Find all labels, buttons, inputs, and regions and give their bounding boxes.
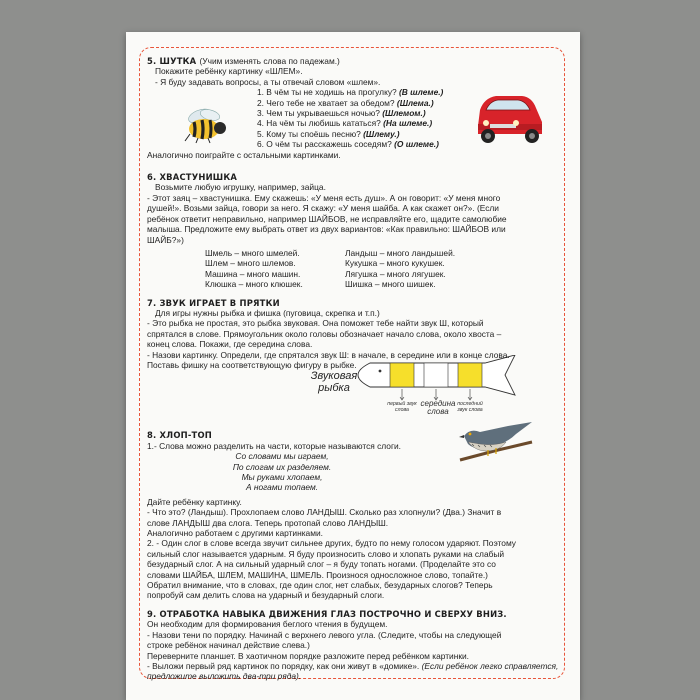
s5-intro-1: Покажите ребёнку картинку «ШЛЕМ». [155, 66, 303, 77]
fish-caption: Звуковая рыбка [310, 370, 358, 394]
s5-intro-2: - Я буду задавать вопросы, а ты отвечай словом «шлем». [155, 76, 381, 87]
s8-line: - Что это? (Ландыш). Прохлопаем слово ЛАНДЫШ. Сколько раз хлопнули? (Два.) Значит в [147, 507, 502, 518]
s6-line: - Этот заяц – хвастунишка. Ему скажешь: «У меня есть душ». А он говорит: «У меня много [147, 192, 501, 203]
section-8-title: 8. ХЛОП-ТОП [147, 430, 212, 441]
s8-line: Дайте ребёнку картинку. [147, 496, 242, 507]
section-7-title: 7. ЗВУК ИГРАЕТ В ПРЯТКИ [147, 297, 280, 308]
s6-pair: Шишка – много шишек. [345, 279, 436, 290]
s8-line: слове ЛАНДЫШ два слога. Теперь протопай слово ЛАНДЫШ. [147, 517, 389, 528]
s9-line: Он необходим для формирования беглого чтения в будущем. [147, 619, 388, 630]
s8-line-1: 1.- Слова можно разделить на части, которые называются слоги. [147, 440, 402, 451]
fish-label-middle: середина слова [420, 399, 456, 417]
s8-line: Аналогично работаем с другими картинками. [147, 528, 323, 539]
s5-question: 5. Кому ты споёшь песню? (Шлему.) [257, 128, 400, 139]
s5-question: 1. В чём ты не ходишь на прогулку? (В шлеме.) [257, 87, 444, 98]
s8-line: 2. - Один слог в слове всегда звучит сильнее других, будто по нему голосом ударяют. Поэтому [147, 538, 516, 549]
s8-line: безударный слог. А на сильный ударный слог – я буду топать ногами. (Проделайте это со [147, 559, 496, 570]
s8-line: Обратил внимание, что в словах, где один слог, нет слабых, безударных слогов? Теперь [147, 580, 493, 591]
s6-pair: Шмель – много шмелей. [205, 247, 300, 258]
s8-line: сильный слог называется ударным. Я буду произносить слово и хлопать руками на слабый [147, 548, 505, 559]
s5-question: 4. На чём ты любишь кататься? (На шлеме.) [257, 118, 433, 129]
fish-label-last: последний звук слова [457, 401, 483, 413]
s6-line: Возьмите любую игрушку, например, зайца. [155, 182, 326, 193]
s7-line: конец слова. Покажи, где середина слова. [147, 339, 313, 350]
s9-line: - Выложи первый ряд картинок по порядку, как они живут в «домике». (Если ребёнок легко справляется, предложите выложить два-три ряда). [147, 660, 559, 682]
section-5-title: 5. ШУТКА (Учим изменять слова по падежам.) [147, 56, 340, 66]
s6-pair: Лягушка – много лягушек. [345, 268, 446, 279]
s6-line: ШАЙБ?») [147, 234, 184, 245]
s6-pair: Клюшка – много клюшек. [205, 279, 303, 290]
s8-poem [147, 451, 417, 493]
s9-line: строке ребёнок начинал действие слева.) [147, 640, 310, 651]
s6-pair: Кукушка – много кукушек. [345, 258, 445, 269]
s9-line: - Назови тени по порядку. Начинай с верхнего левого угла. (Следите, чтобы на следующей [147, 629, 502, 640]
s5-question: 6. О чём ты расскажешь соседям? (О шлеме.) [257, 139, 439, 150]
section-6-title: 6. ХВАСТУНИШКА [147, 172, 238, 183]
poem-line: Со словами мы играем, [235, 451, 329, 462]
s7-line: спрятался в слове. Прямоугольник около головы обозначает начало слова, около хвоста – [147, 328, 502, 339]
worksheet-content [147, 50, 559, 682]
s8-line: попробуй сам делить слова на ударный и безударный слоги. [147, 590, 385, 601]
s7-line: Поставь фишку на соответствующую фигуру в рыбке. [147, 359, 357, 370]
s6-line: малыша. Предложите ему выбрать ответ из двух вариантов: «Как правильно: ШАЙБОВ или [147, 224, 506, 235]
s6-line: ребёнок ответит неправильно, например ШАЙБОВ, не исправляйте его, щадите самолюбие [147, 213, 507, 224]
poem-line: По слогам их разделяем. [232, 461, 332, 472]
s6-line: душей!». Возьми зайца, говори за него. Я скажу: «У меня шайба. А как скажет он?». (Если [147, 203, 499, 214]
s6-pair: Машина – много машин. [205, 268, 301, 279]
s5-questions [147, 87, 559, 149]
s5-outro: Аналогично поиграйте с остальными картинками. [147, 149, 341, 160]
poem-line: А ногами топаем. [245, 482, 319, 493]
s5-question: 3. Чем ты укрываешься ночью? (Шлемом.) [257, 108, 426, 119]
s7-line: - Назови картинку. Определи, где спрятался звук Ш: в начале, в середине или в конце слова. [147, 349, 510, 360]
s5-question: 2. Чего тебе не хватает за обедом? (Шлема.) [257, 97, 434, 108]
s7-line: Для игры нужны рыбка и фишка (пуговица, скрепка и т.п.) [155, 307, 380, 318]
s6-word-pairs [147, 248, 559, 290]
s9-line: Переверните планшет. В хаотичном порядке разложите перед ребёнком картинки. [147, 650, 470, 661]
section-9-title: 9. ОТРАБОТКА НАВЫКА ДВИЖЕНИЯ ГЛАЗ ПОСТРОЧНО И СВЕРХУ ВНИЗ. [147, 608, 507, 619]
s6-pair: Шлем – много шлемов. [205, 258, 296, 269]
fish-label-first: первый звук слова [387, 401, 417, 413]
poem-line: Мы руками хлопаем, [241, 472, 323, 482]
s8-line: словами ШАЙБА, ШЛЕМ, МАШИНА, ШМЕЛЬ. Произнося односложное слово, топайте.) [147, 569, 488, 580]
s7-line: - Это рыбка не простая, это рыбка звуковая. Она поможет тебе найти звук Ш, который [147, 318, 484, 329]
s6-pair: Ландыш – много ландышей. [345, 247, 456, 258]
